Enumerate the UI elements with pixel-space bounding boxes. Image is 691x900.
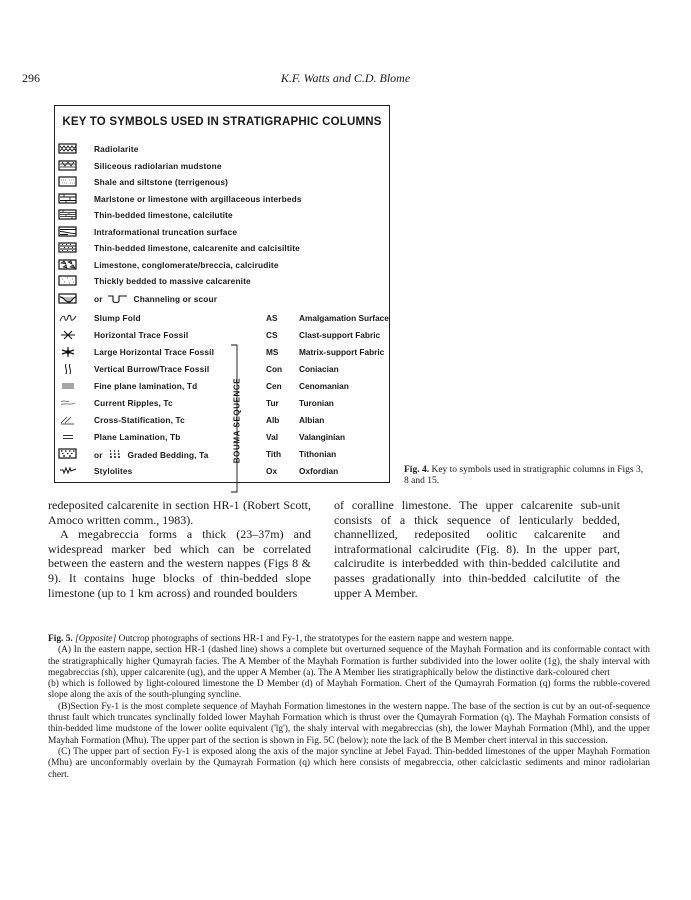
calcarenite-pattern-icon xyxy=(58,242,78,254)
key-label: Limestone, conglomerate/breccia, calcirudite xyxy=(94,259,279,270)
caption-opposite: [Opposite] xyxy=(75,634,117,644)
key-label: Slump Fold xyxy=(94,313,141,323)
abbrev: Con xyxy=(266,364,283,374)
key-label: Graded Bedding, Ta xyxy=(127,450,209,460)
abbrev: Tith xyxy=(266,449,282,459)
figure-5-caption xyxy=(48,634,650,781)
caption-part-b-cont: (b) which is followed by light-coloured limestone the D Member (d) of Mayhah Formation. Chert of the Qumayrah Formation (q) forms the rubble-covered slope along the axis of the south-plunging syncline. xyxy=(48,679,650,701)
truncation-pattern-icon xyxy=(58,226,78,238)
key-label: Radiolarite xyxy=(94,144,139,154)
key-label: Plane Lamination, Tb xyxy=(94,432,181,442)
key-label: Cross-Statification, Tc xyxy=(94,415,185,425)
page-number: 296 xyxy=(22,71,40,85)
abbrev: Alb xyxy=(266,415,280,425)
abbrev-meaning: Oxfordian xyxy=(299,466,339,476)
abbrev-meaning: Clast-support Fabric xyxy=(299,330,381,340)
caption-label: Fig. 4. xyxy=(404,465,430,475)
key-label: Intraformational truncation surface xyxy=(94,226,238,237)
large-trace-fossil-icon xyxy=(58,346,78,358)
key-label: Marlstone or limestone with argillaceous interbeds xyxy=(94,193,302,204)
burrow-icon xyxy=(58,363,78,375)
graded-bedding-icon xyxy=(58,448,78,460)
abbrev: Tur xyxy=(266,398,279,408)
key-label: Thin-bedded limestone, calcarenite and calcisiltite xyxy=(94,243,300,253)
running-header-authors: K.F. Watts and C.D. Blome xyxy=(280,71,411,85)
radiolarite-pattern-icon xyxy=(58,143,78,155)
trace-fossil-icon xyxy=(58,329,78,341)
key-label-group xyxy=(94,294,217,304)
body-column-right xyxy=(334,498,620,600)
channel-pattern-icon xyxy=(58,293,78,305)
slump-fold-icon xyxy=(58,312,78,324)
abbrev-meaning: Matrix-support Fabric xyxy=(299,347,385,357)
graded-dots-icon xyxy=(108,449,122,459)
caption-text: Key to symbols used in stratigraphic columns in Figs 3, 8 and 15. xyxy=(404,465,644,486)
breccia-pattern-icon xyxy=(58,259,78,271)
key-label: Thin-bedded limestone, calcilutite xyxy=(94,210,233,220)
key-label-or: or xyxy=(94,450,103,460)
abbrev-meaning: Albian xyxy=(299,415,325,425)
massive-calcarenite-pattern-icon xyxy=(58,275,78,287)
abbrev-meaning: Turonian xyxy=(299,398,334,408)
key-label: Channeling or scour xyxy=(133,294,218,304)
caption-part-c: (C) The upper part of section Fy-1 is exposed along the axis of the major syncline at Jebel Fayad. Thin-bedded limestones of the upper Mayhah Formation (Mhu) are unconformably overlain by the Qumayrah Formation (q) which here consists of megabreccia, other calciclastic sediments and minor radiolarian chert. xyxy=(48,746,650,780)
marlstone-pattern-icon xyxy=(58,193,78,205)
paragraph: of coralline limestone. The upper calcarenite sub-unit consists of a thick sequence of lenticularly bedded, channellized, redeposited oolitic calcarenite and intraformational calcirudite (Fig. 8). In the upper part, calcirudite is interbedded with thin-bedded calcilutite and passes gradationally into thin-bedded calcilutite of the upper A Member. xyxy=(334,498,620,600)
abbrev-meaning: Coniacian xyxy=(299,364,339,374)
abbrev-meaning: Valanginian xyxy=(299,432,346,442)
paragraph: redeposited calcarenite in section HR-1 (Robert Scott, Amoco written comm., 1983). xyxy=(48,498,311,527)
key-label-or: or xyxy=(94,294,103,304)
paragraph: A megabreccia forms a thick (23–37m) and widespread marker bed which can be correlated between the eastern and the western nappes (Figs 8 & 9). It contains huge blocks of thin-bedded slope limestone (up to 1 km across) and rounded boulders xyxy=(48,527,311,600)
key-label: Thickly bedded to massive calcarenite xyxy=(94,276,251,286)
caption-part-b: (B)Section Fy-1 is the most complete sequence of Mayhah Formation limestones in the western nappe. The base of the section is cut by an out-of-sequence thrust fault which truncates synclinally folded lower Mayhah Formation which is thrust over the Qumayrah Formation (q). The Mayhah Formation consists of thin-bedded lime mudstone of the lower oolite equivalent ('lg'), the shaly interval with megabreccias (sh), the lower Mayhah Formation (Mhl), and the upper Mayhah Formation (Mhu). The upper part of the section is shown in Fig. 5C (below); note the lack of the B Member chert interval in this succession. xyxy=(48,701,650,746)
key-label: Fine plane lamination, Td xyxy=(94,381,198,391)
key-label: Siliceous radiolarian mudstone xyxy=(94,160,222,171)
bouma-sequence-bracket xyxy=(231,344,243,500)
key-label: Stylolites xyxy=(94,466,133,476)
ripples-icon xyxy=(58,397,78,409)
abbrev: Val xyxy=(266,432,278,442)
abbrev: CS xyxy=(266,330,278,340)
key-label: Horizontal Trace Fossil xyxy=(94,330,189,340)
bouma-sequence-label: BOUMA SEQUENCE xyxy=(232,377,242,464)
caption-intro: Outcrop photographs of sections HR-1 and Fy-1, the stratotypes for the eastern nappe and western nappe. xyxy=(118,634,515,644)
abbrev-meaning: Cenomanian xyxy=(299,381,349,391)
plane-lamination-icon xyxy=(58,431,78,443)
mudstone-pattern-icon xyxy=(58,160,78,172)
key-label: Vertical Burrow/Trace Fossil xyxy=(94,364,210,374)
fine-lamination-icon xyxy=(58,380,78,392)
cross-strat-icon xyxy=(58,414,78,426)
abbrev-meaning: Tithonian xyxy=(299,449,337,459)
abbrev-meaning: Amalgamation Surface xyxy=(299,313,389,323)
abbrev: MS xyxy=(266,347,279,357)
calcilutite-pattern-icon xyxy=(58,209,78,221)
abbrev: Ox xyxy=(266,466,278,476)
figure-4-caption xyxy=(404,465,644,486)
abbrev: Cen xyxy=(266,381,282,391)
key-label: Current Ripples, Tc xyxy=(94,398,173,408)
key-label: Shale and siltstone (terrigenous) xyxy=(94,177,229,187)
caption-label: Fig. 5. xyxy=(48,634,73,644)
abbrev: AS xyxy=(266,313,278,323)
symbol-key-figure xyxy=(54,105,390,483)
channel-symbol-icon xyxy=(107,294,129,304)
caption-part-a: (A) In the eastern nappe, section HR-1 (dashed line) shows a complete but overturned sequence of the Mayhah Formation and its conformable contact with the stratigraphically higher Qumayrah facies. The A Member of the Mayhah Formation is further subdivided into the lower oolite (1g), the shaly interval with megabreccias (sh), upper calcarenite (ug), and the upper A Member (a). The A Member lies stratigraphically below the distinctive dark-coloured chert xyxy=(48,645,650,678)
body-column-left xyxy=(48,498,311,600)
key-label-group xyxy=(94,449,208,460)
key-label: Large Horizontal Trace Fossil xyxy=(94,347,215,357)
key-title: KEY TO SYMBOLS USED IN STRATIGRAPHIC COLUMNS xyxy=(62,116,382,128)
stylolite-icon xyxy=(58,465,78,477)
shale-pattern-icon xyxy=(58,176,78,188)
